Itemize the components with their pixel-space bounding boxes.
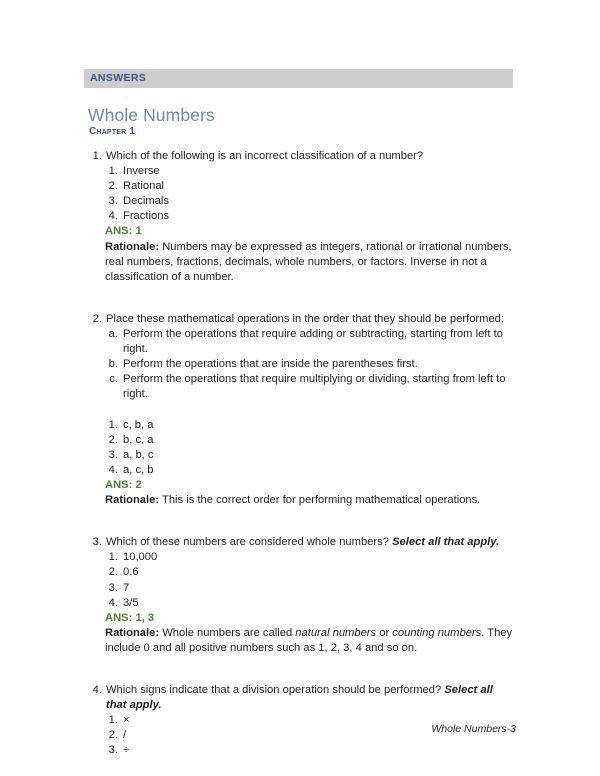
question-number: 2.: [92, 312, 102, 325]
option-marker: 1.: [108, 165, 118, 178]
option-label: Rational: [123, 180, 165, 193]
rationale-text: This is the correct order for performing mathematical operations.: [162, 494, 481, 507]
option-label: ×: [123, 714, 130, 727]
question-prompt: [88, 683, 516, 713]
block-spacer: [88, 520, 516, 535]
block-spacer: [88, 668, 516, 683]
option-item[interactable]: [88, 194, 516, 209]
option-marker: 1.: [108, 551, 118, 564]
questions-container: [88, 149, 516, 771]
question-block: [88, 149, 516, 285]
option-label: 0.6: [123, 566, 139, 579]
option-label: ÷: [123, 744, 130, 757]
option-label: Inverse: [123, 165, 160, 178]
option-item[interactable]: [88, 550, 516, 565]
option-item[interactable]: [88, 565, 516, 580]
option-item[interactable]: [88, 209, 516, 224]
option-marker: 2.: [108, 180, 118, 193]
option-marker: 2.: [108, 433, 118, 446]
lettered-step-marker: b.: [108, 358, 118, 371]
option-label: b, c, a: [123, 433, 154, 446]
answers-header-label: ANSWERS: [90, 72, 147, 84]
option-item[interactable]: [88, 743, 516, 758]
lettered-step-marker: c.: [109, 373, 118, 386]
question-prompt: [88, 535, 516, 550]
page-title: Whole Numbers: [88, 105, 215, 125]
options-list: [88, 418, 516, 478]
question-prompt-text: Which of the following is an incorrect classification of a number?: [106, 150, 424, 162]
option-item[interactable]: [88, 581, 516, 596]
rationale-part-italic: natural numbers: [295, 626, 377, 639]
option-marker: 4.: [108, 596, 118, 609]
option-marker: 2.: [108, 566, 118, 579]
rationale-prefix: Rationale:: [105, 626, 160, 639]
lettered-steps-list: [88, 327, 516, 402]
answer-line: ANS: 1: [105, 225, 142, 238]
question-number: 3.: [92, 536, 102, 549]
question-prompt-text: Which signs indicate that a division operation should be performed?: [106, 684, 442, 697]
option-label: 7: [123, 581, 130, 594]
question-prompt: [88, 312, 516, 327]
lettered-step-label: Perform the operations that require multiplying or dividing, starting from left to right.: [123, 373, 506, 401]
question-prompt-text: Place these mathematical operations in the order that they should be performed:: [106, 312, 505, 325]
question-prompt: [88, 149, 516, 164]
option-marker: 3.: [108, 195, 118, 208]
lettered-step-item[interactable]: [88, 372, 516, 402]
option-marker: 1.: [108, 714, 118, 727]
answers-header-band: [84, 69, 513, 88]
option-item[interactable]: [88, 418, 516, 433]
lettered-step-marker: a.: [108, 328, 118, 341]
question-block: [88, 535, 516, 656]
options-list: [88, 164, 516, 224]
question-number: 1.: [92, 150, 102, 162]
lettered-step-item[interactable]: [88, 327, 516, 357]
lettered-step-label: Perform the operations that are inside the parentheses first.: [123, 358, 418, 371]
option-label: 10,000: [123, 551, 158, 564]
option-label: /: [123, 729, 127, 742]
rationale-line: [88, 493, 516, 508]
answer-line: ANS: 1, 3: [105, 611, 155, 624]
select-all-note: Select all that apply.: [392, 536, 500, 549]
option-label: a, b, c: [123, 448, 154, 461]
option-marker: 3.: [108, 744, 118, 757]
option-label: Decimals: [123, 195, 170, 208]
rationale-line: [88, 240, 516, 285]
block-spacer: [88, 297, 516, 312]
rationale-prefix: Rationale:: [105, 240, 160, 253]
list-spacer: [88, 403, 516, 418]
answer-line: ANS: 2: [105, 478, 142, 491]
rationale-prefix: Rationale:: [105, 494, 160, 507]
rationale-part-italic: counting numbers: [392, 626, 482, 639]
question-prompt-text: Which of these numbers are considered whole numbers?: [106, 536, 389, 549]
question-number: 4.: [92, 684, 102, 697]
option-item[interactable]: [88, 463, 516, 478]
question-block: [88, 312, 516, 508]
rationale-part: or: [376, 626, 393, 639]
option-label: c, b, a: [123, 418, 154, 431]
option-marker: 4.: [108, 210, 118, 223]
options-list: [88, 550, 516, 610]
option-marker: 3.: [108, 581, 118, 594]
rationale-text: Numbers may be expressed as integers, rational or irrational numbers, real numbers, fractions, decimals, whole numbers, or factors. Inverse in not a classification of a number.: [105, 240, 512, 283]
option-item[interactable]: [88, 433, 516, 448]
rationale-line: [88, 626, 516, 656]
option-label: a, c, b: [123, 463, 154, 476]
option-marker: 2.: [108, 729, 118, 742]
page-footer: Whole Numbers-3: [431, 723, 516, 735]
option-label: Fractions: [123, 210, 170, 223]
option-item[interactable]: [88, 179, 516, 194]
option-marker: 4.: [108, 463, 118, 476]
option-item[interactable]: [88, 596, 516, 611]
option-marker: 3.: [108, 448, 118, 461]
lettered-step-item[interactable]: [88, 357, 516, 372]
option-marker: 1.: [108, 418, 118, 431]
options-list: [88, 713, 516, 758]
lettered-step-label: Perform the operations that require adding or subtracting, starting from left to right.: [123, 328, 503, 356]
select-all-note: Select all that apply.: [106, 684, 493, 712]
rationale-part: Whole numbers are called: [162, 626, 296, 639]
option-item[interactable]: [88, 448, 516, 463]
question-block: [88, 683, 516, 758]
option-label: 3/5: [123, 596, 139, 609]
chapter-label: Chapter 1: [89, 126, 136, 137]
rationale-part: . They include 0 and all positive numbers such as 1, 2, 3, 4 and so on.: [105, 626, 513, 654]
option-item[interactable]: [88, 164, 516, 179]
